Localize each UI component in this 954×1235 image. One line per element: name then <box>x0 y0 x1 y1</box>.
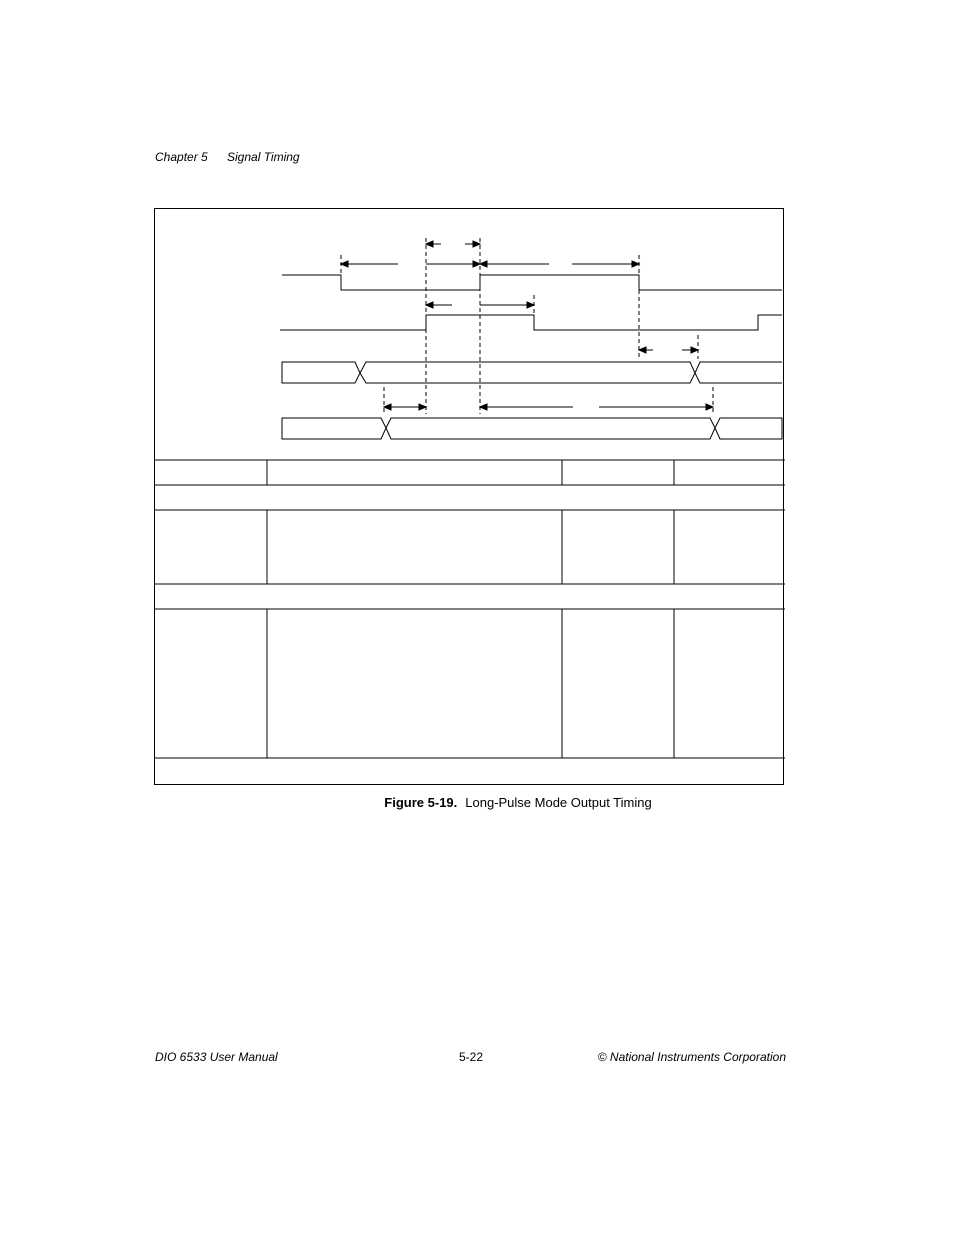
section-title: Signal Timing <box>227 150 300 164</box>
data-bus-1-mid <box>695 362 782 383</box>
chapter-label: Chapter 5 <box>155 150 208 164</box>
data-bus-2-center <box>386 418 715 439</box>
footer-copyright: © National Instruments Corporation <box>597 1050 786 1064</box>
data-bus-2-end <box>715 418 782 439</box>
timing-figure <box>154 208 784 785</box>
footer-page-number: 5-22 <box>459 1050 484 1064</box>
data-bus-1-center <box>360 362 695 383</box>
figure-title: Long-Pulse Mode Output Timing <box>465 795 652 810</box>
data-bus-2 <box>282 418 386 439</box>
data-bus-1 <box>282 362 360 383</box>
figure-number: Figure 5-19. <box>384 795 458 810</box>
waveform-2 <box>280 315 782 330</box>
figure-caption <box>0 795 954 810</box>
waveform-1 <box>282 275 782 290</box>
footer-manual: DIO 6533 User Manual <box>155 1050 278 1064</box>
timing-diagram <box>155 209 785 786</box>
